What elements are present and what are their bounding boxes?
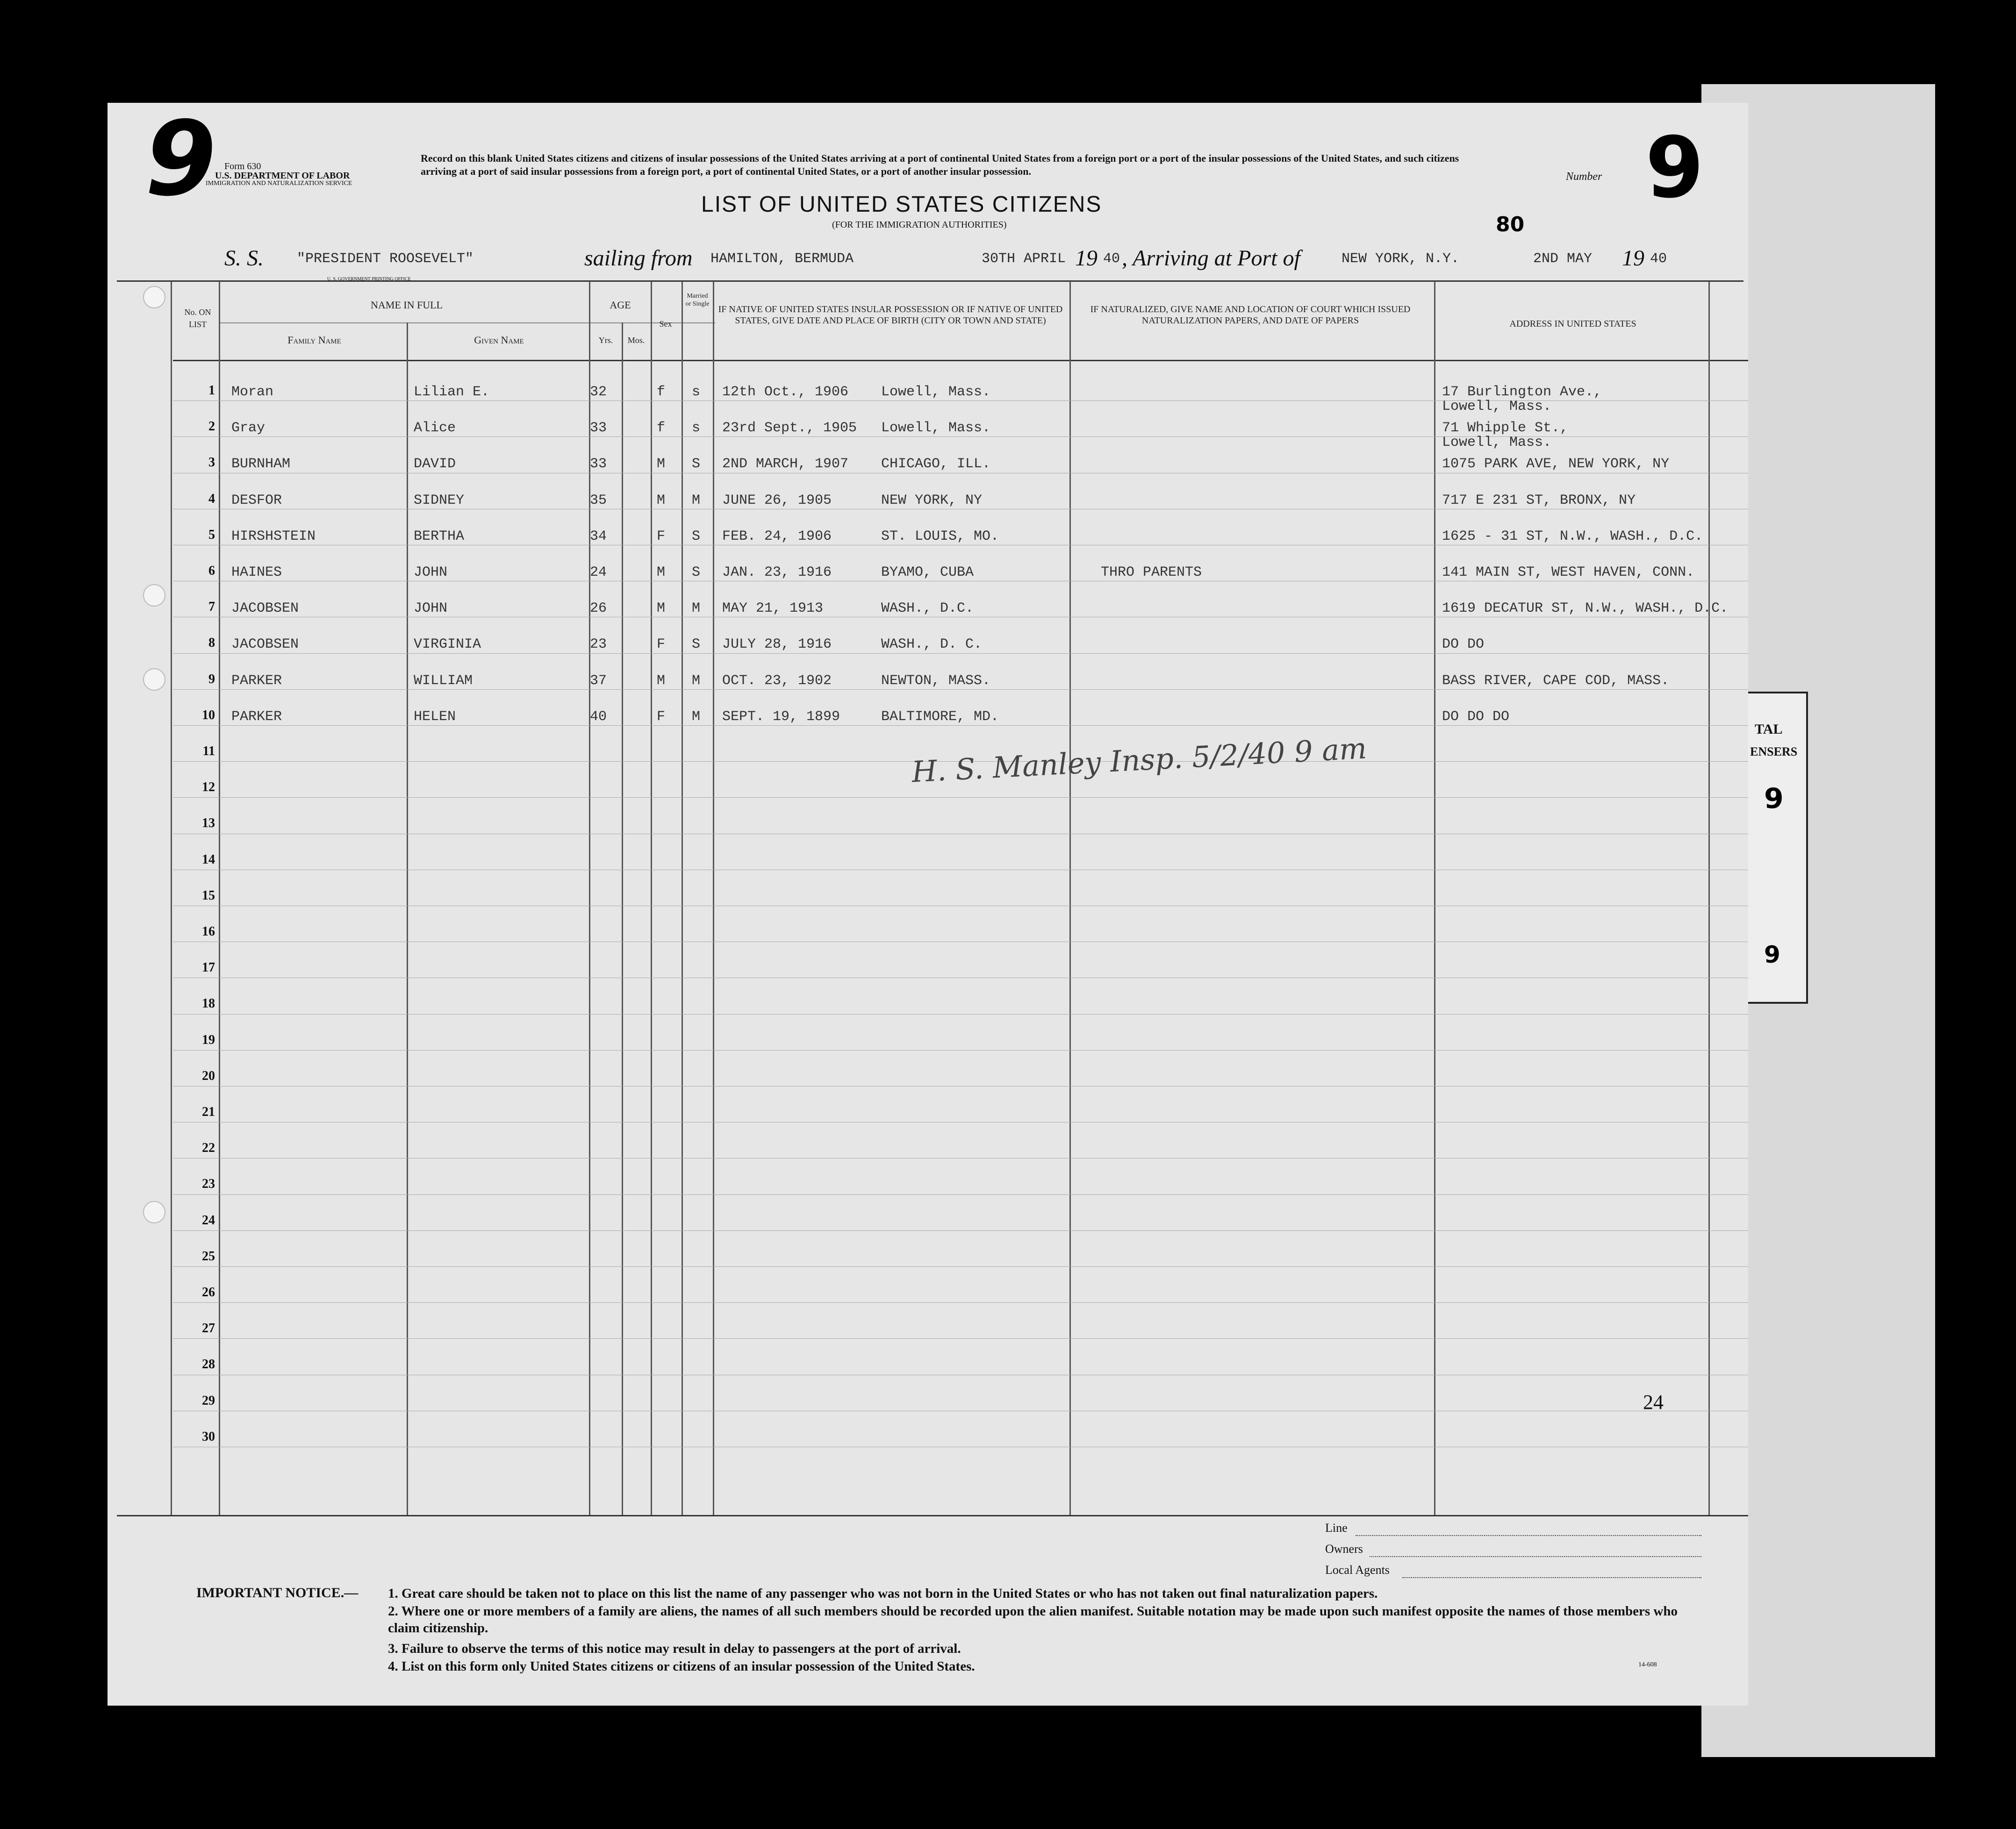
- cell-ms: M: [692, 708, 701, 725]
- cell-family: HAINES: [231, 564, 282, 580]
- arrival-year: 40: [1650, 251, 1667, 267]
- row-number: 7: [208, 600, 215, 614]
- side-tab: [1743, 692, 1808, 1004]
- row-number: 12: [202, 780, 215, 795]
- cell-yrs: 24: [590, 564, 607, 580]
- form-number: Form 630: [224, 161, 261, 171]
- cell-sex: f: [657, 384, 666, 400]
- cell-yrs: 23: [590, 636, 607, 653]
- col-rule: [1708, 281, 1710, 1515]
- agents-field: [1402, 1577, 1701, 1578]
- page-subtitle: (FOR THE IMMIGRATION AUTHORITIES): [832, 220, 1007, 230]
- col-header-age: AGE: [610, 299, 631, 311]
- ship-name: "PRESIDENT ROOSEVELT": [297, 251, 474, 267]
- arrival-year-prefix: 19: [1622, 246, 1644, 271]
- row-number: 8: [208, 636, 215, 650]
- col-header-family: Family Name: [287, 334, 341, 346]
- cell-address: 1075 PARK AVE, NEW YORK, NY: [1442, 456, 1670, 472]
- col-header-yrs: Yrs.: [598, 336, 613, 345]
- row-number: 13: [202, 816, 215, 831]
- col-rule: [713, 281, 714, 1515]
- row-number: 26: [202, 1285, 215, 1300]
- col-rule: [1069, 281, 1071, 1515]
- cell-family: JACOBSEN: [231, 600, 299, 617]
- cell-birth-date: 23rd Sept., 1905: [722, 420, 857, 436]
- notice-2: 2. Where one or more members of a family are aliens, the names of all such members should be recorded upon the alien manifest. Suitable notation may be made upon such manifest opposite the names of those members who claim citizenship.: [388, 1604, 1678, 1636]
- row-rule: [173, 1230, 1748, 1231]
- row-number: 9: [208, 672, 215, 686]
- cell-birth-place: ST. LOUIS, MO.: [881, 528, 999, 544]
- ss-label: S. S.: [224, 246, 264, 271]
- row-number: 18: [202, 996, 215, 1011]
- service-label: IMMIGRATION AND NATURALIZATION SERVICE: [206, 180, 352, 187]
- cell-ms: S: [692, 528, 701, 544]
- cell-given: BERTHA: [414, 528, 465, 544]
- cell-birth-date: OCT. 23, 1902: [722, 672, 832, 689]
- cell-birth-place: WASH., D. C.: [881, 636, 983, 653]
- number-label: Number: [1566, 171, 1602, 183]
- cell-address-line2: Lowell, Mass.: [1442, 399, 1552, 414]
- agents-label: Local Agents: [1325, 1563, 1390, 1577]
- cell-address: 1619 DECATUR ST, N.W., WASH., D.C.: [1442, 600, 1729, 617]
- cell-yrs: 33: [590, 420, 607, 436]
- cell-address: BASS RIVER, CAPE COD, MASS.: [1442, 672, 1670, 689]
- arriving-label: , Arriving at Port of: [1122, 246, 1300, 271]
- col-rule: [651, 281, 652, 1515]
- col-rule: [171, 281, 172, 1515]
- row-number: 11: [202, 744, 215, 758]
- cell-yrs: 32: [590, 384, 607, 400]
- sail-date: 30TH APRIL: [982, 251, 1066, 267]
- cell-birth-place: Lowell, Mass.: [881, 384, 991, 400]
- cell-given: VIRGINIA: [414, 636, 481, 653]
- row-number: 25: [202, 1249, 215, 1264]
- col-header-given: Given Name: [474, 334, 524, 346]
- row-number: 29: [202, 1393, 215, 1408]
- row-number: 22: [202, 1141, 215, 1156]
- inspector-signature: H. S. Manley Insp. 5/2/40 9 am: [911, 731, 1368, 789]
- cell-sex: M: [657, 672, 666, 689]
- cell-birth-place: NEWTON, MASS.: [881, 672, 991, 689]
- cell-naturalized: THRO PARENTS: [1101, 564, 1202, 580]
- cell-given: DAVID: [414, 456, 456, 472]
- cell-birth-date: FEB. 24, 1906: [722, 528, 832, 544]
- cell-birth-date: JUNE 26, 1905: [722, 492, 832, 508]
- cell-birth-date: JAN. 23, 1916: [722, 564, 832, 580]
- cell-family: PARKER: [231, 708, 282, 725]
- row-number: 21: [202, 1105, 215, 1119]
- cell-yrs: 26: [590, 600, 607, 617]
- cell-ms: S: [692, 456, 701, 472]
- cell-address: 71 Whipple St.,: [1442, 420, 1569, 436]
- col-rule: [622, 322, 623, 1515]
- sailing-from: HAMILTON, BERMUDA: [710, 251, 854, 267]
- cell-given: Lilian E.: [414, 384, 490, 400]
- form-instructions: Record on this blank United States citizens and citizens of insular possessions of the United States arriving at a port of continental United States from a foreign port or a port of the insular possessions of the United States, and such citizens arriving at a port of said insular possessions from a foreign port, a port of continental United States, or a port of another insular possession.: [421, 152, 1459, 177]
- line-label: Line: [1325, 1521, 1348, 1535]
- cell-sex: f: [657, 420, 666, 436]
- cell-birth-place: WASH., D.C.: [881, 600, 974, 617]
- row-number: 10: [202, 707, 215, 722]
- cell-sex: M: [657, 456, 666, 472]
- row-rule: [173, 689, 1748, 690]
- row-number: 3: [208, 455, 215, 470]
- col-rule: [407, 322, 408, 1515]
- row-number: 16: [202, 924, 215, 939]
- sail-year: 40: [1103, 251, 1120, 267]
- punch-hole: [143, 286, 165, 308]
- cell-family: JACOBSEN: [231, 636, 299, 653]
- row-rule: [173, 725, 1748, 726]
- annotation-80: 80: [1496, 213, 1525, 236]
- cell-birth-place: BALTIMORE, MD.: [881, 708, 999, 725]
- sailing-from-label: sailing from: [584, 246, 693, 271]
- punch-hole: [143, 668, 165, 691]
- notice-1: 1. Great care should be taken not to place on this list the name of any passenger who was not born in the United States or who has not taken out final naturalization papers.: [388, 1586, 1378, 1601]
- cell-family: DESFOR: [231, 492, 282, 508]
- side-tab-label-top: TAL: [1755, 722, 1783, 737]
- row-number: 17: [202, 960, 215, 975]
- cell-address-line2: Lowell, Mass.: [1442, 435, 1552, 451]
- cell-ms: s: [692, 384, 701, 400]
- row-number: 28: [202, 1357, 215, 1372]
- cell-sex: M: [657, 564, 666, 580]
- cell-sex: F: [657, 708, 666, 725]
- cell-birth-date: 2ND MARCH, 1907: [722, 456, 849, 472]
- side-tab-number: 9: [1764, 782, 1784, 815]
- col-rule: [682, 281, 683, 1515]
- cell-yrs: 35: [590, 492, 607, 508]
- cell-family: HIRSHSTEIN: [231, 528, 316, 544]
- col-rule: [1434, 281, 1435, 1515]
- cell-address: 141 MAIN ST, WEST HAVEN, CONN.: [1442, 564, 1695, 580]
- line-field: [1356, 1535, 1701, 1536]
- col-header-name: NAME IN FULL: [371, 299, 443, 311]
- row-number: 1: [208, 383, 215, 398]
- cell-sex: F: [657, 528, 666, 544]
- cell-given: Alice: [414, 420, 456, 436]
- col-header-naturalized: IF NATURALIZED, GIVE NAME AND LOCATION OF COURT WHICH ISSUED NATURALIZATION PAPERS, AND DATE OF PAPERS: [1090, 304, 1411, 326]
- page-title: LIST OF UNITED STATES CITIZENS: [701, 192, 1102, 217]
- cell-given: HELEN: [414, 708, 456, 725]
- cell-given: JOHN: [414, 564, 448, 580]
- cell-address: 1625 - 31 ST, N.W., WASH., D.C.: [1442, 528, 1703, 544]
- cell-birth-place: Lowell, Mass.: [881, 420, 991, 436]
- cell-sex: M: [657, 492, 666, 508]
- row-number: 20: [202, 1068, 215, 1083]
- name-subheader-rule: [220, 322, 715, 323]
- printing-office-note: U. S. GOVERNMENT PRINTING OFFICE: [327, 277, 411, 282]
- row-number: 6: [208, 564, 215, 578]
- col-rule: [219, 281, 220, 1515]
- col-header-sex: Sex: [659, 319, 672, 329]
- header-top-rule: [117, 280, 1743, 282]
- arrival-date: 2ND MAY: [1533, 251, 1593, 267]
- col-header-birth: IF NATIVE OF UNITED STATES INSULAR POSSESSION OR IF NATIVE OF UNITED STATES, GIVE DATE AND PLACE OF BIRTH (CITY OR TOWN AND STATE): [718, 304, 1063, 326]
- cell-sex: F: [657, 636, 666, 653]
- cell-given: WILLIAM: [414, 672, 473, 689]
- row-rule: [173, 653, 1748, 654]
- row-number: 24: [202, 1213, 215, 1228]
- cell-ms: s: [692, 420, 701, 436]
- cell-ms: M: [692, 600, 701, 617]
- cell-given: JOHN: [414, 600, 448, 617]
- row-rule: [173, 1302, 1748, 1303]
- row-number: 23: [202, 1177, 215, 1192]
- cell-family: Moran: [231, 384, 274, 400]
- cell-sex: M: [657, 600, 666, 617]
- cell-yrs: 40: [590, 708, 607, 725]
- punch-hole: [143, 584, 165, 607]
- cell-address: 717 E 231 ST, BRONX, NY: [1442, 492, 1636, 508]
- table-bottom-rule: [117, 1515, 1748, 1516]
- cell-birth-date: 12th Oct., 1906: [722, 384, 849, 400]
- cell-birth-date: MAY 21, 1913: [722, 600, 824, 617]
- row-rule: [173, 1194, 1748, 1195]
- row-number: 19: [202, 1032, 215, 1047]
- col-header-address: ADDRESS IN UNITED STATES: [1509, 319, 1636, 329]
- cell-address: DO DO: [1442, 636, 1485, 653]
- header-bottom-rule: [173, 360, 1748, 361]
- arrival-port: NEW YORK, N.Y.: [1342, 251, 1460, 267]
- cell-birth-place: CHICAGO, ILL.: [881, 456, 991, 472]
- cell-address: 17 Burlington Ave.,: [1442, 384, 1602, 400]
- department-label: U.S. DEPARTMENT OF LABOR: [215, 171, 350, 181]
- cell-ms: S: [692, 636, 701, 653]
- row-number: 27: [202, 1321, 215, 1336]
- row-rule: [173, 1014, 1748, 1015]
- form-number-value: 9: [1645, 119, 1704, 217]
- cell-given: SIDNEY: [414, 492, 465, 508]
- notice-3: 3. Failure to observe the terms of this notice may result in delay to passengers at the port of arrival.: [388, 1641, 961, 1656]
- cell-ms: M: [692, 492, 701, 508]
- col-header-mos: Mos.: [627, 336, 645, 345]
- row-number: 4: [208, 491, 215, 506]
- cell-ms: M: [692, 672, 701, 689]
- owners-label: Owners: [1325, 1542, 1363, 1556]
- row-number: 30: [202, 1429, 215, 1444]
- cell-address: DO DO DO: [1442, 708, 1510, 725]
- cell-family: BURNHAM: [231, 456, 291, 472]
- row-number: 14: [202, 852, 215, 867]
- row-rule: [173, 1338, 1748, 1339]
- col-header-no: No. ON LIST: [184, 307, 211, 329]
- col-header-married: Married or Single: [685, 293, 710, 307]
- row-rule: [173, 1266, 1748, 1267]
- owners-field: [1370, 1556, 1701, 1557]
- page-number: 24: [1643, 1391, 1664, 1414]
- sail-year-prefix: 19: [1075, 246, 1098, 271]
- cell-birth-place: NEW YORK, NY: [881, 492, 983, 508]
- row-number: 2: [208, 419, 215, 434]
- row-rule: [173, 797, 1748, 798]
- ship-line: [224, 245, 1697, 273]
- cell-ms: S: [692, 564, 701, 580]
- row-number: 15: [202, 888, 215, 903]
- row-number: 5: [208, 527, 215, 542]
- cell-birth-date: JULY 28, 1916: [722, 636, 832, 653]
- side-tab-label-mid: ENSERS: [1750, 745, 1798, 758]
- punch-hole: [143, 1201, 165, 1223]
- cell-yrs: 33: [590, 456, 607, 472]
- cell-yrs: 34: [590, 528, 607, 544]
- corner-mark: 9: [145, 99, 217, 219]
- cell-birth-date: SEPT. 19, 1899: [722, 708, 840, 725]
- side-tab-number-lower: 9: [1764, 941, 1780, 968]
- notice-4: 4. List on this form only United States citizens or citizens of an insular possession of the United States.: [388, 1659, 975, 1674]
- cell-family: Gray: [231, 420, 265, 436]
- cell-family: PARKER: [231, 672, 282, 689]
- cell-yrs: 37: [590, 672, 607, 689]
- footer-form-code: 14-608: [1638, 1661, 1657, 1668]
- notice-title: IMPORTANT NOTICE.—: [196, 1585, 359, 1600]
- cell-birth-place: BYAMO, CUBA: [881, 564, 974, 580]
